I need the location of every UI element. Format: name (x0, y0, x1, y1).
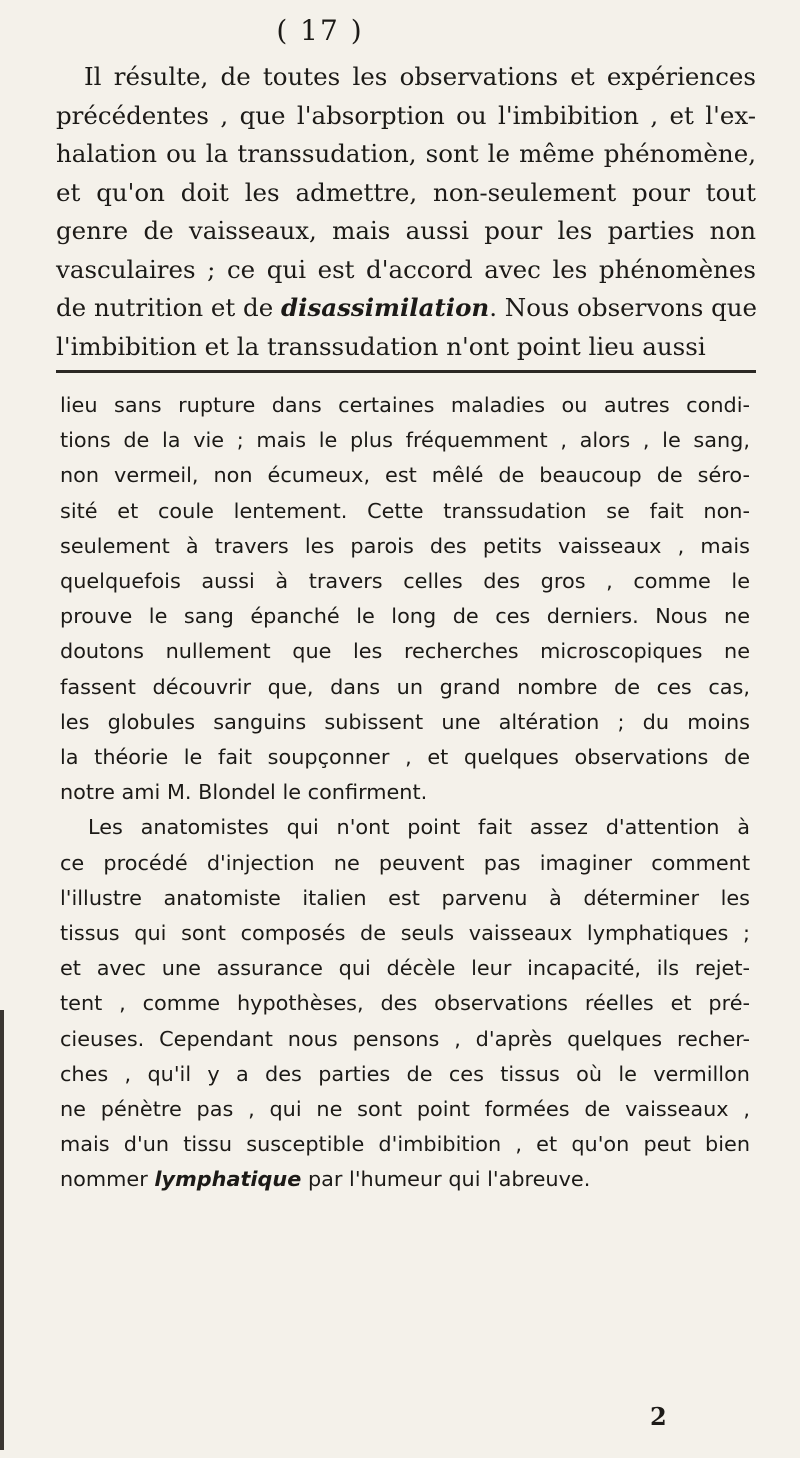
text-line: doutons nullement que les recherches microscopiques ne (60, 639, 750, 664)
text-line: Il résulte, de toutes les observations et expériences (84, 62, 756, 91)
text-line: vasculaires ; ce qui est d'accord avec les phénomènes (56, 254, 756, 284)
text-segment: par l'humeur qui l'abreuve. (301, 1167, 591, 1192)
text-line: l'illustre anatomiste italien est parvenu à déterminer les (60, 885, 750, 910)
lower-text (60, 388, 750, 1198)
text-line: seulement à travers les parois des petits vaisseaux , mais (60, 533, 750, 558)
text-line: Les anatomistes qui n'ont point fait assez d'attention à (88, 815, 750, 840)
text-line: et avec une assurance qui décèle leur incapacité, ils rejet- (60, 956, 750, 981)
text-line: les globules sanguins subissent une altération ; du moins (60, 709, 750, 734)
text-line: sité et coule lentement. Cette transsudation se fait non- (60, 498, 750, 523)
text-line: tent , comme hypothèses, des observations réelles et pré- (60, 991, 750, 1016)
text-line: genre de vaisseaux, mais aussi pour les parties non (56, 216, 756, 245)
italic-term: lymphatique (154, 1167, 302, 1192)
section-divider (56, 370, 756, 373)
text-line: notre ami M. Blondel le confirment. (60, 780, 428, 805)
text-line: halation ou la transsudation, sont le même phénomène, (56, 139, 756, 168)
text-line: précédentes , que l'absorption ou l'imbibition , et l'ex- (56, 100, 756, 130)
text-line: mais d'un tissu susceptible d'imbibition , et qu'on peut bien (60, 1132, 750, 1157)
text-line: non vermeil, non écumeux, est mêlé de beaucoup de séro- (60, 463, 750, 488)
text-line: la théorie le fait soupçonner , et quelques observations de (60, 745, 750, 770)
text-line: cieuses. Cependant nous pensons , d'après quelques recher- (60, 1026, 750, 1051)
text-segment: . Nous observons que (489, 293, 758, 322)
text-line: l'imbibition et la transsudation n'ont point lieu aussi (56, 331, 706, 361)
text-line: tissus qui sont composés de seuls vaisseaux lymphatiques ; (60, 921, 750, 946)
upper-paragraph (56, 58, 756, 366)
text-line: ne pénètre pas , qui ne sont point formées de vaisseaux , (60, 1097, 750, 1122)
text-line: prouve le sang épanché le long de ces derniers. Nous ne (60, 604, 750, 629)
text-segment: nommer (60, 1167, 155, 1192)
text-line: quelquefois aussi à travers celles des gros , comme le (60, 569, 750, 594)
page-number: ( 17 ) (276, 14, 364, 47)
binding-edge (0, 1010, 4, 1450)
text-line: fassent découvrir que, dans un grand nombre de ces cas, (60, 674, 750, 699)
text-line: lieu sans rupture dans certaines maladies ou autres condi- (60, 393, 750, 417)
signature-mark: 2 (650, 1402, 667, 1431)
text-line: et qu'on doit les admettre, non-seulement pour tout (56, 177, 756, 207)
italic-term: disassimilation (281, 293, 490, 322)
text-line (56, 289, 756, 328)
text-line: ches , qu'il y a des parties de ces tissus où le vermillon (60, 1061, 750, 1086)
text-line: tions de la vie ; mais le plus fréquemment , alors , le sang, (60, 428, 750, 453)
text-segment: de nutrition et de (56, 293, 282, 322)
text-line (60, 1162, 750, 1197)
text-line: ce procédé d'injection ne peuvent pas imaginer comment (60, 850, 750, 875)
